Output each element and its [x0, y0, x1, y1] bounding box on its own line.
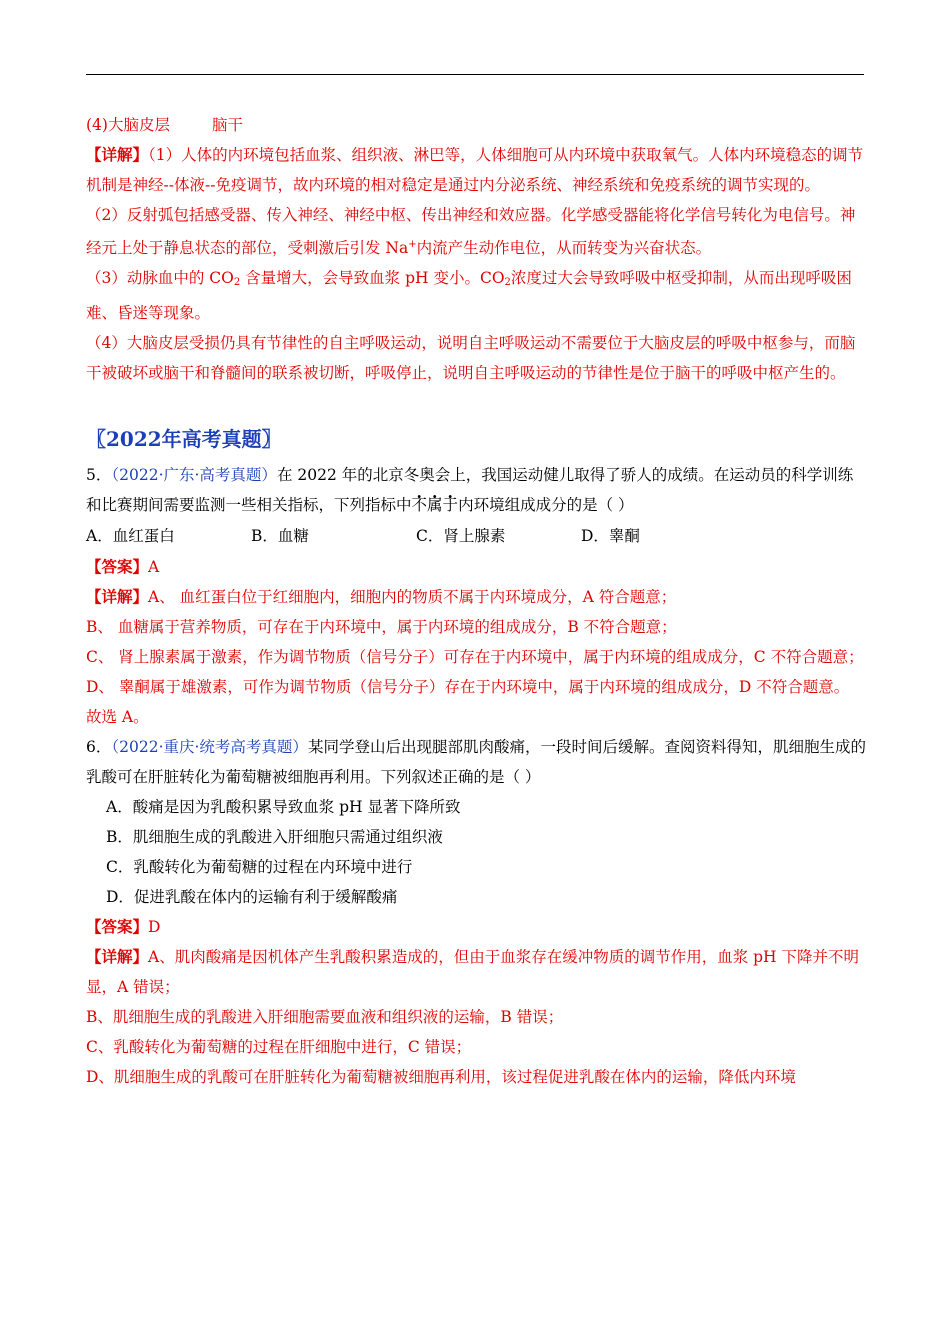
question-6-detail-b: B、肌细胞生成的乳酸进入肝细胞需要血液和组织液的运输，B 错误； [86, 1008, 564, 1026]
detail-label: 【详解】 [86, 947, 149, 966]
detail-text: （1）人体的内环境包括血浆、组织液、淋巴等，人体细胞可从内环境中获取氧气。人体内环境稳态的调节机制是神经--体液--免疫调节，故内环境的相对稳定是通过内分泌系统、神经系统和免疫系统的调节实现的。 [86, 146, 864, 194]
question-number: 6． [86, 738, 112, 756]
answer-label: 【答案】 [86, 917, 149, 936]
prev-detail-2 [86, 200, 866, 263]
detail-text: （3）动脉血中的 CO [86, 269, 234, 287]
page-content [86, 110, 866, 1092]
detail-label: 【详解】 [86, 145, 149, 164]
stem-text: 某同学登山后出现腿部肌肉酸痛，一段时间后缓解。查阅资料得知，肌细胞生成的乳酸可在肝脏转化为葡萄糖被细胞再利用。下列叙述正确的是（ ） [86, 738, 866, 786]
answer-part-b: 脑干 [211, 116, 243, 134]
superscript: + [408, 239, 417, 250]
question-6-option-a: A．酸痛是因为乳酸积累导致血浆 pH 显著下降所致 [106, 798, 461, 816]
prev-detail-4 [86, 328, 866, 388]
emphasis-char: 属 [427, 496, 443, 514]
detail-text: A、肌肉酸痛是因机体产生乳酸积累造成的，但由于血浆存在缓冲物质的调节作用，血浆 pH 下降并不明显，A 错误； [86, 948, 860, 996]
prev-detail-1 [86, 140, 866, 200]
question-5-detail-b: B、 血糖属于营养物质，可存在于内环境中，属于内环境的组成成分，B 不符合题意； [86, 618, 677, 636]
subscript: 2 [504, 277, 511, 288]
question-6-detail-d: D、肌细胞生成的乳酸可在肝脏转化为葡萄糖被细胞再利用，该过程促进乳酸在体内的运输，降低内环境 [86, 1068, 796, 1086]
question-6-detail-a [86, 942, 866, 1002]
option-c: C．肾上腺素 [416, 527, 506, 545]
question-5-stem [86, 460, 866, 520]
question-5-options [86, 520, 866, 552]
question-5-detail-d: D、 睾酮属于雄激素，可作为调节物质（信号分子）存在于内环境中，属于内环境的组成成分，D 不符合题意。 [86, 678, 850, 696]
emphasis-char: 于 [442, 496, 459, 514]
stem-text: 在 2022 年的北京冬奥会上，我国运动健儿取得了骄人的成绩。在运动员的科学训练和比赛期间需要监测一些相关指标，下列指标中 [86, 466, 854, 514]
subscript: 2 [233, 277, 241, 288]
option-d: D．睾酮 [581, 527, 640, 545]
question-source: （2022·重庆·统考高考真题） [111, 738, 308, 756]
prev-answer-line4 [86, 110, 866, 140]
detail-text: 浓度过大会导致呼吸中枢受抑制，从而出现呼吸困难、昏迷等现象。 [86, 269, 852, 322]
emphasis-char: 不 [411, 496, 428, 514]
question-5-detail-a [86, 582, 866, 612]
header-rule [86, 74, 864, 75]
question-6-stem [86, 732, 866, 792]
question-6-answer [86, 912, 866, 942]
detail-label: 【详解】 [86, 587, 149, 606]
answer-part-a: (4)大脑皮层 [86, 116, 170, 134]
question-5-detail-c: C、 肾上腺素属于激素，作为调节物质（信号分子）可存在于内环境中，属于内环境的组成成分，C 不符合题意； [86, 648, 864, 666]
question-number: 5． [86, 466, 112, 484]
question-6-option-d: D．促进乳酸在体内的运输有利于缓解酸痛 [106, 888, 398, 906]
option-b: B．血糖 [251, 527, 309, 545]
section-title: 〖2022年高考真题〗 [86, 427, 282, 451]
answer-value: A [148, 558, 160, 576]
answer-label: 【答案】 [86, 557, 149, 576]
stem-text: 内环境组成成分的是（ ） [458, 496, 634, 514]
question-source: （2022·广东·高考真题） [111, 466, 277, 484]
detail-text: （4）大脑皮层受损仍具有节律性的自主呼吸运动，说明自主呼吸运动不需要位于大脑皮层的呼吸中枢参与，而脑干被破坏或脑干和脊髓间的联系被切断，呼吸停止，说明自主呼吸运动的节律性是位于脑干的呼吸中枢产生的。 [86, 334, 856, 382]
detail-text: 含量增大，会导致血浆 pH 变小。CO [240, 269, 505, 287]
question-6-option-c: C．乳酸转化为葡萄糖的过程在内环境中进行 [106, 858, 413, 876]
question-5-answer [86, 552, 866, 582]
detail-text: A、 血红蛋白位于红细胞内，细胞内的物质不属于内环境成分，A 符合题意； [148, 588, 677, 606]
answer-value: D [148, 918, 161, 936]
detail-text: 内流产生动作电位，从而转变为兴奋状态。 [416, 239, 712, 257]
question-6-option-b: B．肌细胞生成的乳酸进入肝细胞只需通过组织液 [106, 828, 443, 846]
option-a: A．血红蛋白 [86, 527, 175, 545]
detail-text: （2）反射弧包括感受器、传入神经、神经中枢、传出神经和效应器。化学感受器能将化学信号转化为电信号。神经元上处于静息状态的部位，受刺激后引发 Na [86, 206, 856, 257]
question-6-detail-c: C、乳酸转化为葡萄糖的过程在肝细胞中进行，C 错误； [86, 1038, 472, 1056]
question-5-conclusion: 故选 A。 [86, 708, 149, 726]
prev-detail-3 [86, 263, 866, 328]
